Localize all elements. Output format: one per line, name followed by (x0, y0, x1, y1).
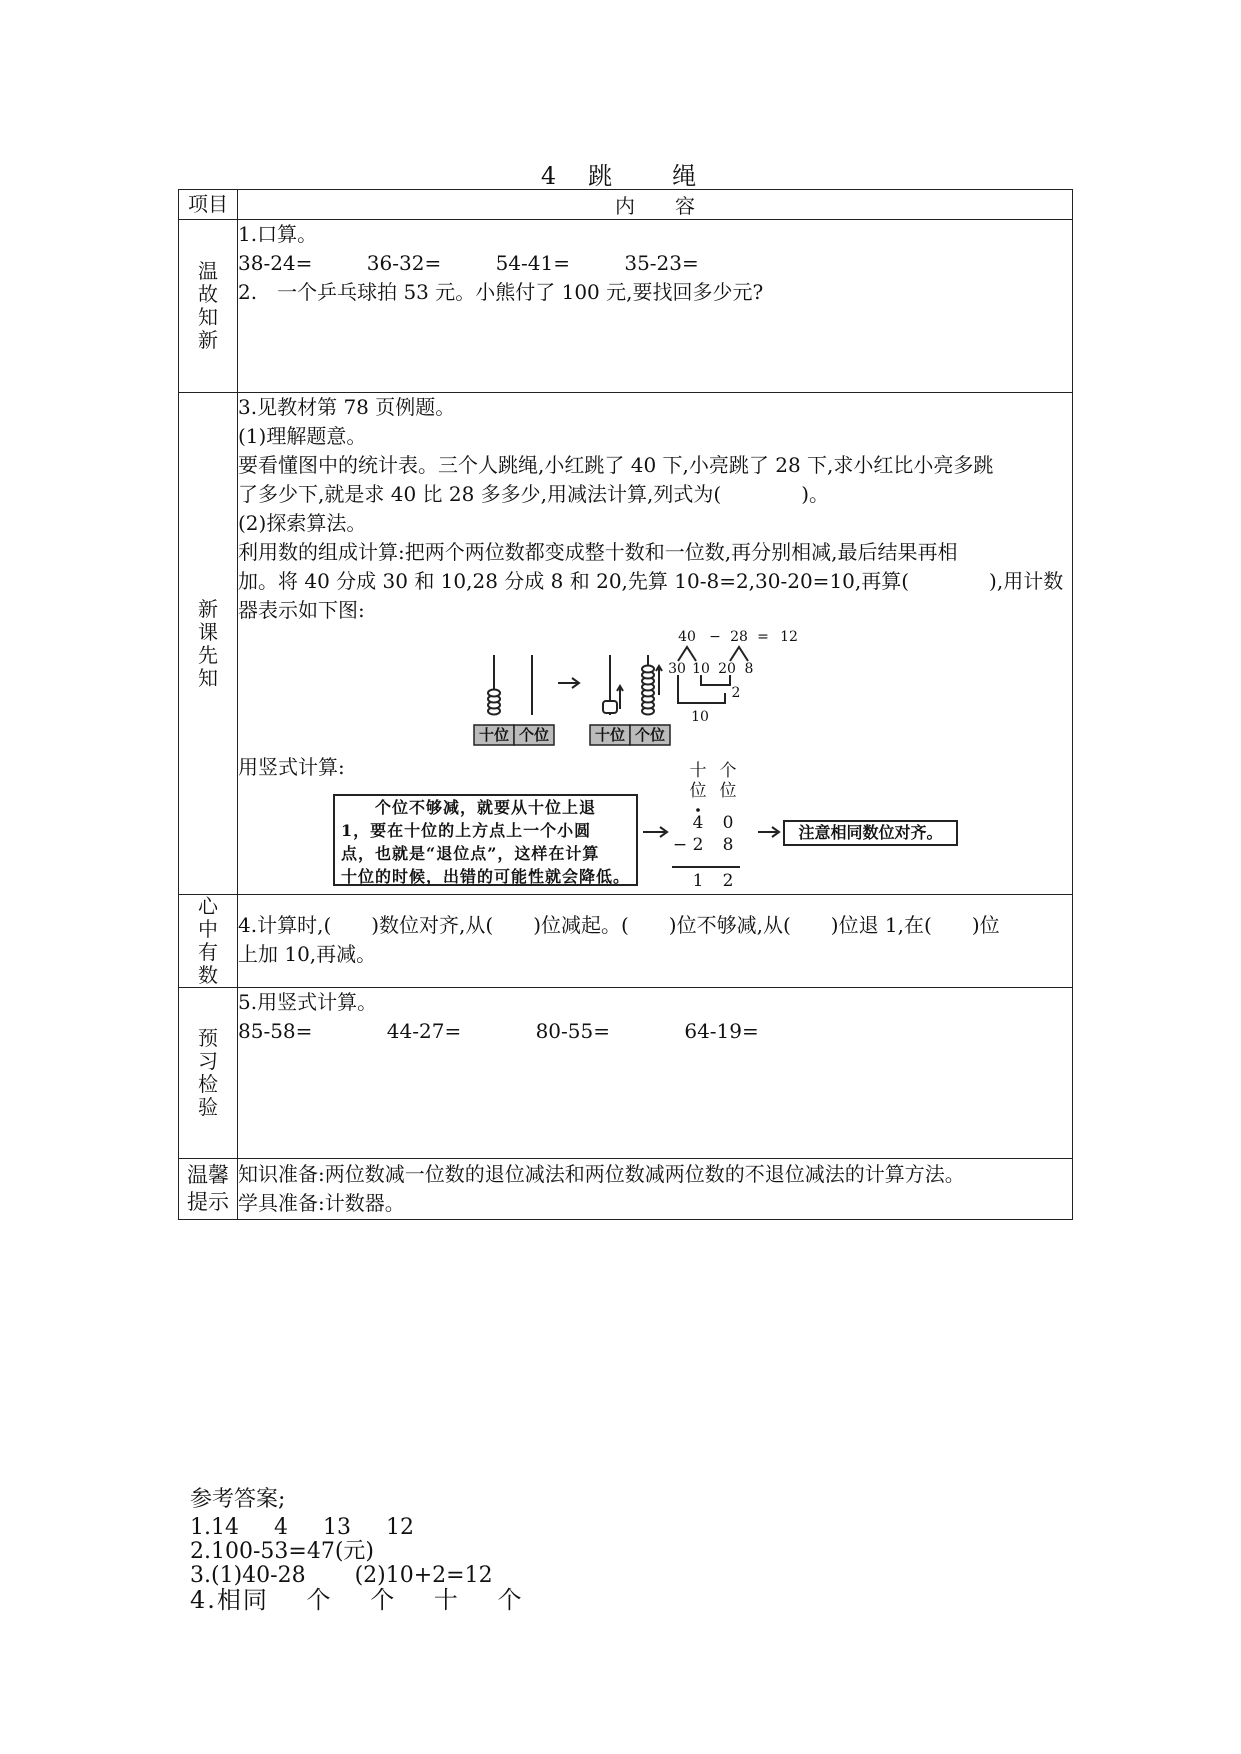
lesson-line: 利用数的组成计算:把两个两位数都变成整十数和一位数,再分别相减,最后结果再相 (238, 540, 958, 564)
split-value: 30 (668, 661, 686, 677)
answer-key (190, 1488, 523, 1612)
eq-result: 12 (780, 629, 798, 645)
calc-item: 85-58= (238, 1019, 313, 1043)
top-tens: 4 (692, 813, 704, 833)
preview-items (238, 1017, 1072, 1046)
page-title: 4 跳 绳 (540, 162, 701, 190)
col-ones-head: 个 (719, 761, 737, 781)
res-tens: 1 (692, 871, 704, 891)
abacus-ones-label: 个位 (634, 726, 666, 744)
lesson-line: 用竖式计算: (238, 755, 345, 779)
lesson-line: 了多少下,就是求 40 比 28 多多少,用减法计算,列式为( )。 (238, 482, 830, 506)
split-value: 20 (718, 661, 736, 677)
eq-a: 40 (678, 629, 696, 645)
review-row (179, 220, 1073, 393)
review-q1: 1.口算。 (238, 222, 318, 246)
res-ones: 2 (722, 871, 734, 891)
answer-title: 参考答案; (190, 1487, 286, 1512)
mind-label: 心 中 有 数 (179, 895, 238, 988)
lesson-line: 3.见教材第 78 页例题。 (238, 395, 456, 419)
abacus-ones-label: 个位 (518, 726, 550, 744)
lesson-line: 要看懂图中的统计表。三个人跳绳,小红跳了 40 下,小亮跳了 28 下,求小红比小亮多跳 (238, 453, 994, 477)
answer-line: 4.相同 个 个 十 个 (190, 1586, 524, 1614)
split-value: 10 (692, 661, 710, 677)
study-sheet-table (178, 189, 1073, 1220)
calc-item: 38-24= (238, 251, 313, 275)
review-q2: 2. 一个乒乓球拍 53 元。小熊付了 100 元,要找回多少元? (238, 280, 764, 304)
tips-label: 温馨 提示 (179, 1159, 238, 1220)
carry-note-box: 个位不够减，就要从十位上退 1，要在十位的上方点上一个小圆 点，也就是“退位点”，这样在计算 十位的时候，出错的可能性就会降低。 (333, 794, 638, 886)
calc-item: 80-55= (535, 1019, 610, 1043)
calc-item: 54-41= (495, 251, 570, 275)
abacus-diagram (238, 625, 1108, 753)
review-q1-items (238, 249, 1072, 278)
table-header-row (179, 190, 1073, 220)
abacus-tens-label: 十位 (594, 726, 626, 744)
top-ones: 0 (722, 813, 734, 833)
preview-row (179, 988, 1073, 1159)
calc-item: 64-19= (684, 1019, 759, 1043)
lesson-line: (2)探索算法。 (238, 511, 367, 535)
header-content: 内 容 (238, 190, 1073, 220)
mind-row (179, 895, 1073, 988)
abacus-tens-label: 十位 (478, 726, 510, 744)
preview-content (238, 988, 1073, 1159)
lesson-line: 器表示如下图: (238, 598, 365, 622)
answer-line: 1.14 4 13 12 (190, 1515, 414, 1540)
preview-q: 5.用竖式计算。 (238, 990, 378, 1014)
calc-item: 36-32= (366, 251, 442, 275)
mind-content (238, 895, 1073, 988)
col-tens-head2: 位 (689, 781, 707, 801)
new-lesson-row (179, 393, 1073, 895)
partial-ones: 2 (731, 685, 741, 701)
split-value: 8 (744, 661, 754, 677)
minus-sign: − (672, 835, 688, 855)
abacus-figure (238, 625, 1072, 753)
align-note-box: 注意相同数位对齐。 (783, 820, 958, 846)
review-label: 温 故 知 新 (179, 220, 238, 393)
calc-item: 35-23= (624, 251, 699, 275)
new-lesson-content (238, 393, 1073, 895)
eq-op: − (709, 629, 721, 645)
answer-line: 2.100-53=47(元) (190, 1539, 375, 1564)
mind-line: 上加 10,再减。 (238, 942, 377, 966)
mid-ones: 8 (722, 835, 734, 855)
lesson-line: (1)理解题意。 (238, 424, 367, 448)
partial-tens: 10 (691, 709, 709, 725)
tips-line: 学具准备:计数器。 (238, 1191, 405, 1215)
carry-dot (696, 808, 700, 812)
preview-label: 预 习 检 验 (179, 988, 238, 1159)
mind-line: 4.计算时,( )数位对齐,从( )位减起。( )位不够减,从( )位退 1,在( )位 (238, 913, 1000, 937)
eq-b: 28 (730, 629, 748, 645)
review-content (238, 220, 1073, 393)
header-item: 项目 (179, 190, 238, 220)
tips-content (238, 1159, 1073, 1220)
col-tens-head: 十 (689, 761, 707, 781)
answer-line: 3.(1)40-28 (2)10+2=12 (190, 1563, 493, 1588)
new-lesson-label: 新 课 先 知 (179, 393, 238, 895)
lesson-line: 加。将 40 分成 30 和 10,28 分成 8 和 20,先算 10-8=2,30-20=10,再算( ),用计数 (238, 569, 1064, 593)
col-ones-head2: 位 (719, 781, 737, 801)
tips-line: 知识准备:两位数减一位数的退位减法和两位数减两位数的不退位减法的计算方法。 (238, 1162, 965, 1186)
mid-tens: 2 (692, 835, 704, 855)
tips-row (179, 1159, 1073, 1220)
calc-item: 44-27= (386, 1019, 462, 1043)
eq-eq: = (757, 629, 769, 645)
